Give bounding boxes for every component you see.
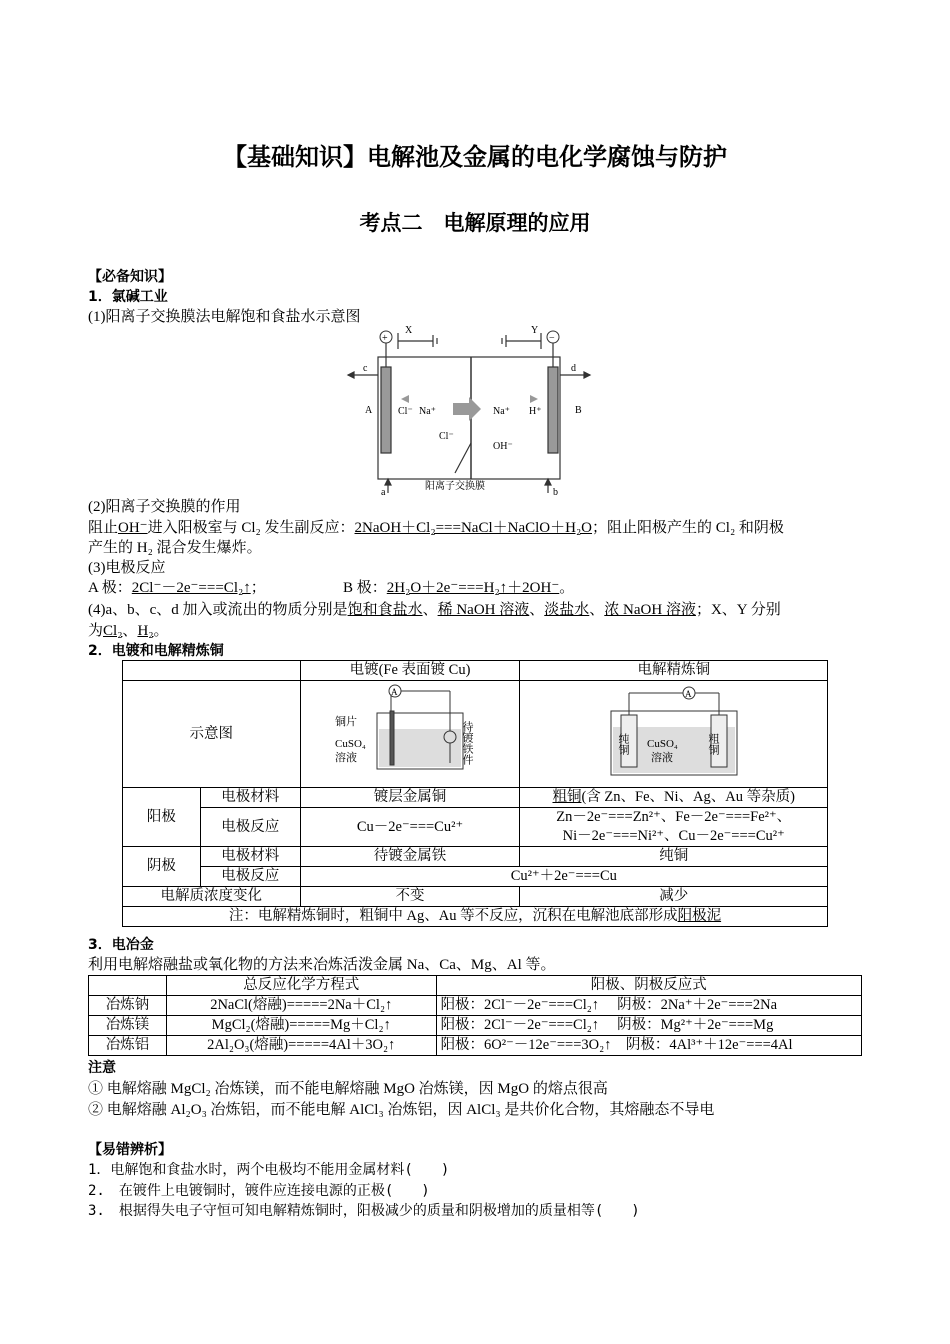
label-c: c: [363, 363, 368, 374]
s2-heading: 2．电镀和电解精炼铜: [88, 643, 224, 659]
must-know-heading: 【必备知识】: [88, 269, 172, 285]
label-a: a: [381, 487, 386, 498]
ion-cl-2: Cl⁻: [439, 431, 454, 442]
plating-diagram: [335, 681, 485, 781]
label-crude-copper: 粗铜: [706, 733, 719, 755]
page-title: 【基础知识】电解池及金属的电化学腐蚀与防护: [223, 143, 727, 171]
s1-p5: (3)电极反应: [88, 560, 166, 576]
page-subtitle: 考点二 电解原理的应用: [359, 211, 591, 235]
error-item-2: 2. 在镀件上电镀铜时，镀件应连接电源的正极( ): [88, 1183, 430, 1199]
table-row: 冶炼钠 2NaCl(熔融)=====2Na＋Cl₂↑ 阳极：2Cl⁻－2e⁻===Cl₂↑ 阴极：2Na⁺＋2e⁻===2Na: [89, 996, 862, 1016]
label-copper-sheet: 铜片: [335, 716, 357, 728]
svg-text:A: A: [684, 689, 692, 699]
s1-p8: 为Cl₂、H₂。: [88, 623, 169, 639]
svg-text:A: A: [391, 687, 398, 697]
label-part: 待镀铁件: [461, 721, 473, 765]
ion-cl-1: Cl⁻: [398, 406, 413, 417]
label-cuso4: CuSO₄: [646, 738, 678, 750]
label-solution: 溶液: [650, 752, 673, 764]
note-1: ① 电解熔融 MgCl₂ 冶炼镁，而不能电解熔融 MgO 冶炼镁，因 MgO 的熔点很高: [88, 1081, 608, 1097]
label-cuso4: CuSO₄: [335, 738, 366, 750]
s1-p1: (1)阳离子交换膜法电解饱和食盐水示意图: [88, 309, 361, 325]
s3-heading: 3．电冶金: [88, 937, 154, 953]
refining-diagram: [599, 681, 749, 781]
s1-p2: (2)阳离子交换膜的作用: [88, 499, 241, 515]
plus-sign: +: [382, 333, 388, 344]
label-pure-copper: 纯铜: [616, 733, 629, 755]
minus-sign: −: [549, 333, 555, 344]
membrane-label: 阳离子交换膜: [425, 481, 485, 492]
label-b: b: [553, 487, 558, 498]
s1-p6: A 极：2Cl⁻－2e⁻===Cl₂↑；: [88, 580, 266, 596]
s1-p7: (4)a、b、c、d 加入或流出的物质分别是饱和食盐水、稀 NaOH 溶液、淡盐水、浓 NaOH 溶液；X、Y 分别: [88, 602, 781, 618]
table-row: 冶炼镁 MgCl₂(熔融)=====Mg＋Cl₂↑ 阳极：2Cl⁻－2e⁻===Cl₂↑ 阴极：Mg²⁺＋2e⁻===Mg: [89, 1016, 862, 1036]
ion-na-2: Na⁺: [493, 406, 510, 417]
s3-intro: 利用电解熔融盐或氧化物的方法来冶炼活泼金属 Na、Ca、Mg、Al 等。: [88, 957, 556, 973]
ion-oh: OH⁻: [493, 441, 513, 452]
ion-na-1: Na⁺: [419, 406, 436, 417]
table-row: 冶炼铝 2Al₂O₃(熔融)=====4Al＋3O₂↑ 阳极：6O²⁻－12e⁻===3O₂↑ 阴极：4Al³⁺＋12e⁻===4Al: [89, 1036, 862, 1056]
note-heading: 注意: [88, 1060, 116, 1076]
diagram-row-label: 示意图: [123, 681, 301, 788]
s1-heading: 1．氯碱工业: [88, 289, 168, 305]
label-b-electrode: B: [575, 405, 582, 416]
plating-table: 电镀(Fe 表面镀 Cu) 电解精炼铜 示意图 A 铜片 CuSO₄ 溶液 待镀铁件 A 纯铜 粗铜 CuSO₄ 溶液 阳极 电极材料 镀层金属铜 粗铜(含 Zn、Fe、Ni、Ag、Au 等杂质) 电极反应 Cu－2e⁻===Cu²⁺ Zn－2e⁻===Zn²⁺、Fe－2e⁻===Fe²⁺、 Ni－2e⁻===Ni²⁺、Cu－2e⁻===Cu²⁺ 阴极 电极材料 待镀金属铁 纯铜 电极反应 Cu²⁺＋2e⁻===Cu 电解质浓度变化 不变 减少 注：电解精炼铜时，粗铜中 Ag、Au 等不反应，沉积在电解池底部形成阳极泥: [122, 660, 828, 927]
s1-p3: 阻止OH⁻进入阳极室与 Cl₂ 发生副反应：2NaOH＋Cl₂===NaCl＋NaClO＋H₂O；阻止阳极产生的 Cl₂ 和阴极: [88, 520, 784, 536]
error-item-1: 1．电解饱和食盐水时，两个电极均不能用金属材料( ): [88, 1162, 450, 1178]
metallurgy-table: 总反应化学方程式 阳极、阴极反应式 冶炼钠 2NaCl(熔融)=====2Na＋Cl₂↑ 阳极：2Cl⁻－2e⁻===Cl₂↑ 阴极：2Na⁺＋2e⁻===2Na 冶炼镁 MgCl₂(熔融)=====Mg＋Cl₂↑ 阳极：2Cl⁻－2e⁻===Cl₂↑ 阴极：Mg²⁺＋2e⁻===Mg 冶炼铝 2Al₂O₃(熔融)=====4Al＋3O₂↑ 阳极：6O²⁻－12e⁻===3O₂↑ 阴极：4Al³⁺＋12e⁻===4Al: [88, 975, 862, 1056]
errors-heading: 【易错辨析】: [88, 1142, 172, 1158]
s1-p6-b: B 极：2H₂O＋2e⁻===H₂↑＋2OH⁻。: [343, 580, 575, 596]
error-item-3: 3. 根据得失电子守恒可知电解精炼铜时，阳极减少的质量和阴极增加的质量相等( ): [88, 1203, 640, 1219]
label-a-electrode: A: [365, 405, 373, 416]
ion-h: H⁺: [529, 406, 542, 417]
label-y: Y: [531, 325, 539, 336]
s1-p4: 产生的 H₂ 混合发生爆炸。: [88, 540, 262, 556]
chlor-alkali-diagram: [343, 323, 603, 499]
label-x: X: [405, 325, 413, 336]
label-d: d: [571, 363, 576, 374]
label-solution: 溶液: [335, 752, 357, 764]
note-2: ② 电解熔融 Al₂O₃ 冶炼铝，而不能电解 AlCl₃ 冶炼铝，因 AlCl₃ 是共价化合物，其熔融态不导电: [88, 1102, 715, 1118]
